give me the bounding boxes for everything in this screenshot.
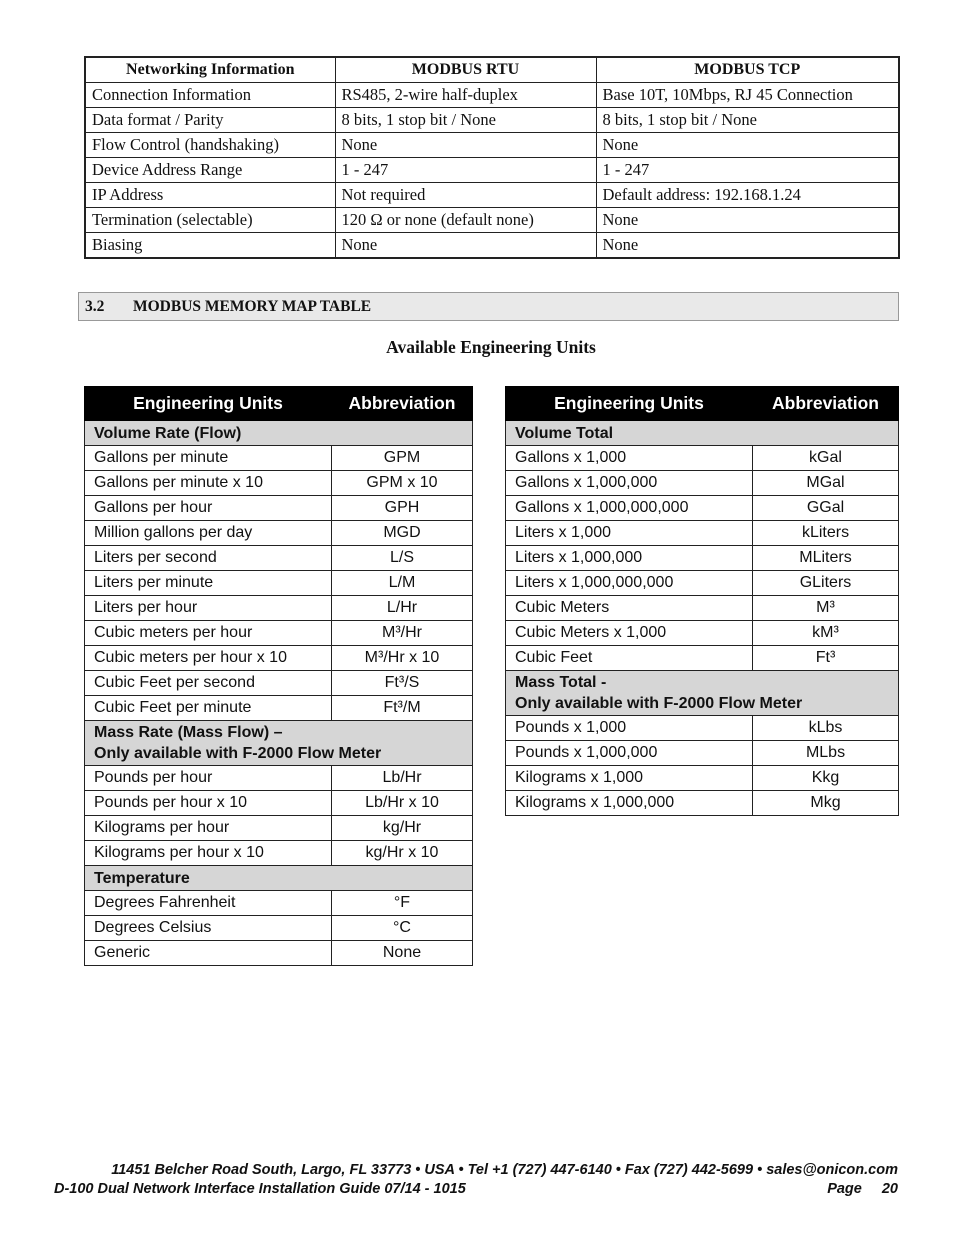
networking-row xyxy=(85,83,899,108)
unit-row xyxy=(506,766,899,791)
unit-row xyxy=(506,571,899,596)
networking-value-cell: 1 - 247 xyxy=(335,158,596,183)
unit-abbreviation-cell: MLiters xyxy=(753,546,899,571)
page-footer xyxy=(54,1161,898,1199)
unit-name-cell: Pounds x 1,000 xyxy=(506,716,753,741)
unit-abbreviation-cell: GPM xyxy=(332,446,473,471)
networking-value-cell: Default address: 192.168.1.24 xyxy=(596,183,899,208)
unit-name-cell: Million gallons per day xyxy=(85,521,332,546)
unit-abbreviation-cell: MGal xyxy=(753,471,899,496)
networking-header-cell: Networking Information xyxy=(85,57,335,83)
unit-abbreviation-cell: MGD xyxy=(332,521,473,546)
unit-row xyxy=(85,546,473,571)
unit-abbreviation-cell: kGal xyxy=(753,446,899,471)
networking-row xyxy=(85,108,899,133)
networking-label-cell: Connection Information xyxy=(85,83,335,108)
unit-row xyxy=(85,521,473,546)
unit-name-cell: Kilograms x 1,000 xyxy=(506,766,753,791)
unit-group-title-line: Mass Rate (Mass Flow) – xyxy=(94,724,283,741)
abbreviation-header-cell: Abbreviation xyxy=(753,387,899,421)
unit-name-cell: Degrees Fahrenheit xyxy=(85,891,332,916)
unit-group-row xyxy=(506,671,899,716)
unit-abbreviation-cell: GPH xyxy=(332,496,473,521)
units-header-cell: Engineering Units xyxy=(85,387,332,421)
unit-name-cell: Cubic Feet xyxy=(506,646,753,671)
unit-group-title xyxy=(85,721,473,766)
unit-name-cell: Generic xyxy=(85,941,332,966)
unit-row xyxy=(85,916,473,941)
unit-group-row xyxy=(85,421,473,446)
networking-header-cell: MODBUS RTU xyxy=(335,57,596,83)
networking-value-cell: 8 bits, 1 stop bit / None xyxy=(596,108,899,133)
footer-address: 11451 Belcher Road South, Largo, FL 33773 • USA • Tel +1 (727) 447-6140 • Fax (727) 442-5699 • sales@onicon.com xyxy=(111,1162,898,1178)
unit-row xyxy=(506,546,899,571)
unit-row xyxy=(85,671,473,696)
unit-group-title xyxy=(506,421,899,446)
section-header xyxy=(78,292,899,321)
unit-name-cell: Pounds per hour xyxy=(85,766,332,791)
engineering-units-table-left xyxy=(84,386,473,966)
page-number: 20 xyxy=(881,1181,898,1197)
unit-name-cell: Kilograms per hour x 10 xyxy=(85,841,332,866)
unit-abbreviation-cell: Ft³ xyxy=(753,646,899,671)
unit-abbreviation-cell: Mkg xyxy=(753,791,899,816)
unit-name-cell: Gallons x 1,000,000,000 xyxy=(506,496,753,521)
unit-row xyxy=(506,741,899,766)
networking-value-cell: 120 Ω or none (default none) xyxy=(335,208,596,233)
networking-header-row xyxy=(85,57,899,83)
unit-abbreviation-cell: Lb/Hr x 10 xyxy=(332,791,473,816)
unit-name-cell: Cubic Meters xyxy=(506,596,753,621)
unit-name-cell: Pounds per hour x 10 xyxy=(85,791,332,816)
unit-group-title-line: Mass Total - xyxy=(515,674,607,691)
unit-group-title xyxy=(506,671,899,716)
unit-name-cell: Gallons x 1,000 xyxy=(506,446,753,471)
unit-group-title-line: Only available with F-2000 Flow Meter xyxy=(515,695,803,712)
unit-row xyxy=(85,941,473,966)
units-header-row xyxy=(85,387,473,421)
unit-abbreviation-cell: kLbs xyxy=(753,716,899,741)
unit-row xyxy=(85,766,473,791)
unit-group-title-line: Only available with F-2000 Flow Meter xyxy=(94,745,382,762)
networking-value-cell: None xyxy=(335,133,596,158)
unit-row xyxy=(85,696,473,721)
unit-row xyxy=(85,571,473,596)
networking-value-cell: None xyxy=(335,233,596,259)
unit-row xyxy=(506,521,899,546)
networking-header-cell: MODBUS TCP xyxy=(596,57,899,83)
unit-name-cell: Gallons x 1,000,000 xyxy=(506,471,753,496)
unit-name-cell: Liters per second xyxy=(85,546,332,571)
networking-row xyxy=(85,183,899,208)
section-title: MODBUS MEMORY MAP TABLE xyxy=(133,297,372,315)
unit-name-cell: Kilograms per hour xyxy=(85,816,332,841)
unit-row xyxy=(506,496,899,521)
unit-name-cell: Cubic Meters x 1,000 xyxy=(506,621,753,646)
units-header-cell: Engineering Units xyxy=(506,387,753,421)
networking-row xyxy=(85,233,899,259)
unit-abbreviation-cell: Kkg xyxy=(753,766,899,791)
unit-row xyxy=(506,471,899,496)
unit-group-title xyxy=(85,866,473,891)
unit-abbreviation-cell: GPM x 10 xyxy=(332,471,473,496)
unit-abbreviation-cell: None xyxy=(332,941,473,966)
unit-name-cell: Gallons per minute xyxy=(85,446,332,471)
unit-row xyxy=(85,816,473,841)
page-indicator xyxy=(827,1180,898,1199)
unit-row xyxy=(85,496,473,521)
unit-row xyxy=(506,791,899,816)
unit-name-cell: Gallons per hour xyxy=(85,496,332,521)
unit-row xyxy=(85,471,473,496)
unit-abbreviation-cell: MLbs xyxy=(753,741,899,766)
networking-label-cell: Data format / Parity xyxy=(85,108,335,133)
networking-label-cell: Biasing xyxy=(85,233,335,259)
unit-row xyxy=(85,596,473,621)
engineering-units-table-right xyxy=(505,386,899,816)
unit-abbreviation-cell: M³/Hr x 10 xyxy=(332,646,473,671)
unit-abbreviation-cell: kLiters xyxy=(753,521,899,546)
unit-name-cell: Liters per minute xyxy=(85,571,332,596)
unit-name-cell: Pounds x 1,000,000 xyxy=(506,741,753,766)
unit-group-row xyxy=(85,721,473,766)
unit-abbreviation-cell: M³/Hr xyxy=(332,621,473,646)
unit-name-cell: Cubic meters per hour xyxy=(85,621,332,646)
unit-abbreviation-cell: GGal xyxy=(753,496,899,521)
unit-name-cell: Liters x 1,000,000,000 xyxy=(506,571,753,596)
footer-line-2 xyxy=(54,1180,898,1199)
unit-name-cell: Cubic Feet per minute xyxy=(85,696,332,721)
unit-abbreviation-cell: M³ xyxy=(753,596,899,621)
unit-abbreviation-cell: °F xyxy=(332,891,473,916)
unit-name-cell: Gallons per minute x 10 xyxy=(85,471,332,496)
unit-row xyxy=(506,621,899,646)
section-number: 3.2 xyxy=(85,297,105,315)
unit-group-row xyxy=(506,421,899,446)
unit-row xyxy=(85,446,473,471)
units-header-row xyxy=(506,387,899,421)
unit-abbreviation-cell: kM³ xyxy=(753,621,899,646)
networking-value-cell: None xyxy=(596,133,899,158)
networking-value-cell: 8 bits, 1 stop bit / None xyxy=(335,108,596,133)
unit-group-title xyxy=(85,421,473,446)
networking-label-cell: Termination (selectable) xyxy=(85,208,335,233)
networking-row xyxy=(85,158,899,183)
unit-row xyxy=(85,621,473,646)
units-heading: Available Engineering Units xyxy=(386,337,596,357)
networking-value-cell: None xyxy=(596,233,899,259)
unit-row xyxy=(85,891,473,916)
networking-value-cell: Base 10T, 10Mbps, RJ 45 Connection xyxy=(596,83,899,108)
unit-abbreviation-cell: Ft³/S xyxy=(332,671,473,696)
unit-row xyxy=(506,446,899,471)
unit-row xyxy=(85,646,473,671)
page-label: Page xyxy=(827,1181,862,1197)
unit-group-row xyxy=(85,866,473,891)
unit-abbreviation-cell: kg/Hr x 10 xyxy=(332,841,473,866)
unit-name-cell: Liters x 1,000,000 xyxy=(506,546,753,571)
unit-group-title-line: Temperature xyxy=(94,869,190,887)
unit-abbreviation-cell: kg/Hr xyxy=(332,816,473,841)
networking-value-cell: 1 - 247 xyxy=(596,158,899,183)
unit-abbreviation-cell: Lb/Hr xyxy=(332,766,473,791)
networking-label-cell: IP Address xyxy=(85,183,335,208)
unit-abbreviation-cell: L/M xyxy=(332,571,473,596)
unit-name-cell: Liters per hour xyxy=(85,596,332,621)
unit-abbreviation-cell: Ft³/M xyxy=(332,696,473,721)
networking-value-cell: RS485, 2-wire half-duplex xyxy=(335,83,596,108)
networking-value-cell: None xyxy=(596,208,899,233)
unit-row xyxy=(506,716,899,741)
networking-row xyxy=(85,208,899,233)
unit-name-cell: Cubic Feet per second xyxy=(85,671,332,696)
abbreviation-header-cell: Abbreviation xyxy=(332,387,473,421)
unit-name-cell: Kilograms x 1,000,000 xyxy=(506,791,753,816)
guide-title: D-100 Dual Network Interface Installation Guide 07/14 - 1015 xyxy=(54,1181,466,1197)
networking-label-cell: Device Address Range xyxy=(85,158,335,183)
unit-row xyxy=(85,841,473,866)
networking-row xyxy=(85,133,899,158)
unit-abbreviation-cell: °C xyxy=(332,916,473,941)
unit-group-title-line: Volume Rate (Flow) xyxy=(94,424,242,442)
unit-name-cell: Liters x 1,000 xyxy=(506,521,753,546)
unit-name-cell: Degrees Celsius xyxy=(85,916,332,941)
unit-row xyxy=(506,646,899,671)
unit-row xyxy=(506,596,899,621)
unit-row xyxy=(85,791,473,816)
unit-abbreviation-cell: L/S xyxy=(332,546,473,571)
unit-group-title-line: Volume Total xyxy=(515,424,614,442)
networking-value-cell: Not required xyxy=(335,183,596,208)
unit-abbreviation-cell: GLiters xyxy=(753,571,899,596)
networking-info-table xyxy=(84,56,900,259)
unit-abbreviation-cell: L/Hr xyxy=(332,596,473,621)
unit-name-cell: Cubic meters per hour x 10 xyxy=(85,646,332,671)
networking-label-cell: Flow Control (handshaking) xyxy=(85,133,335,158)
